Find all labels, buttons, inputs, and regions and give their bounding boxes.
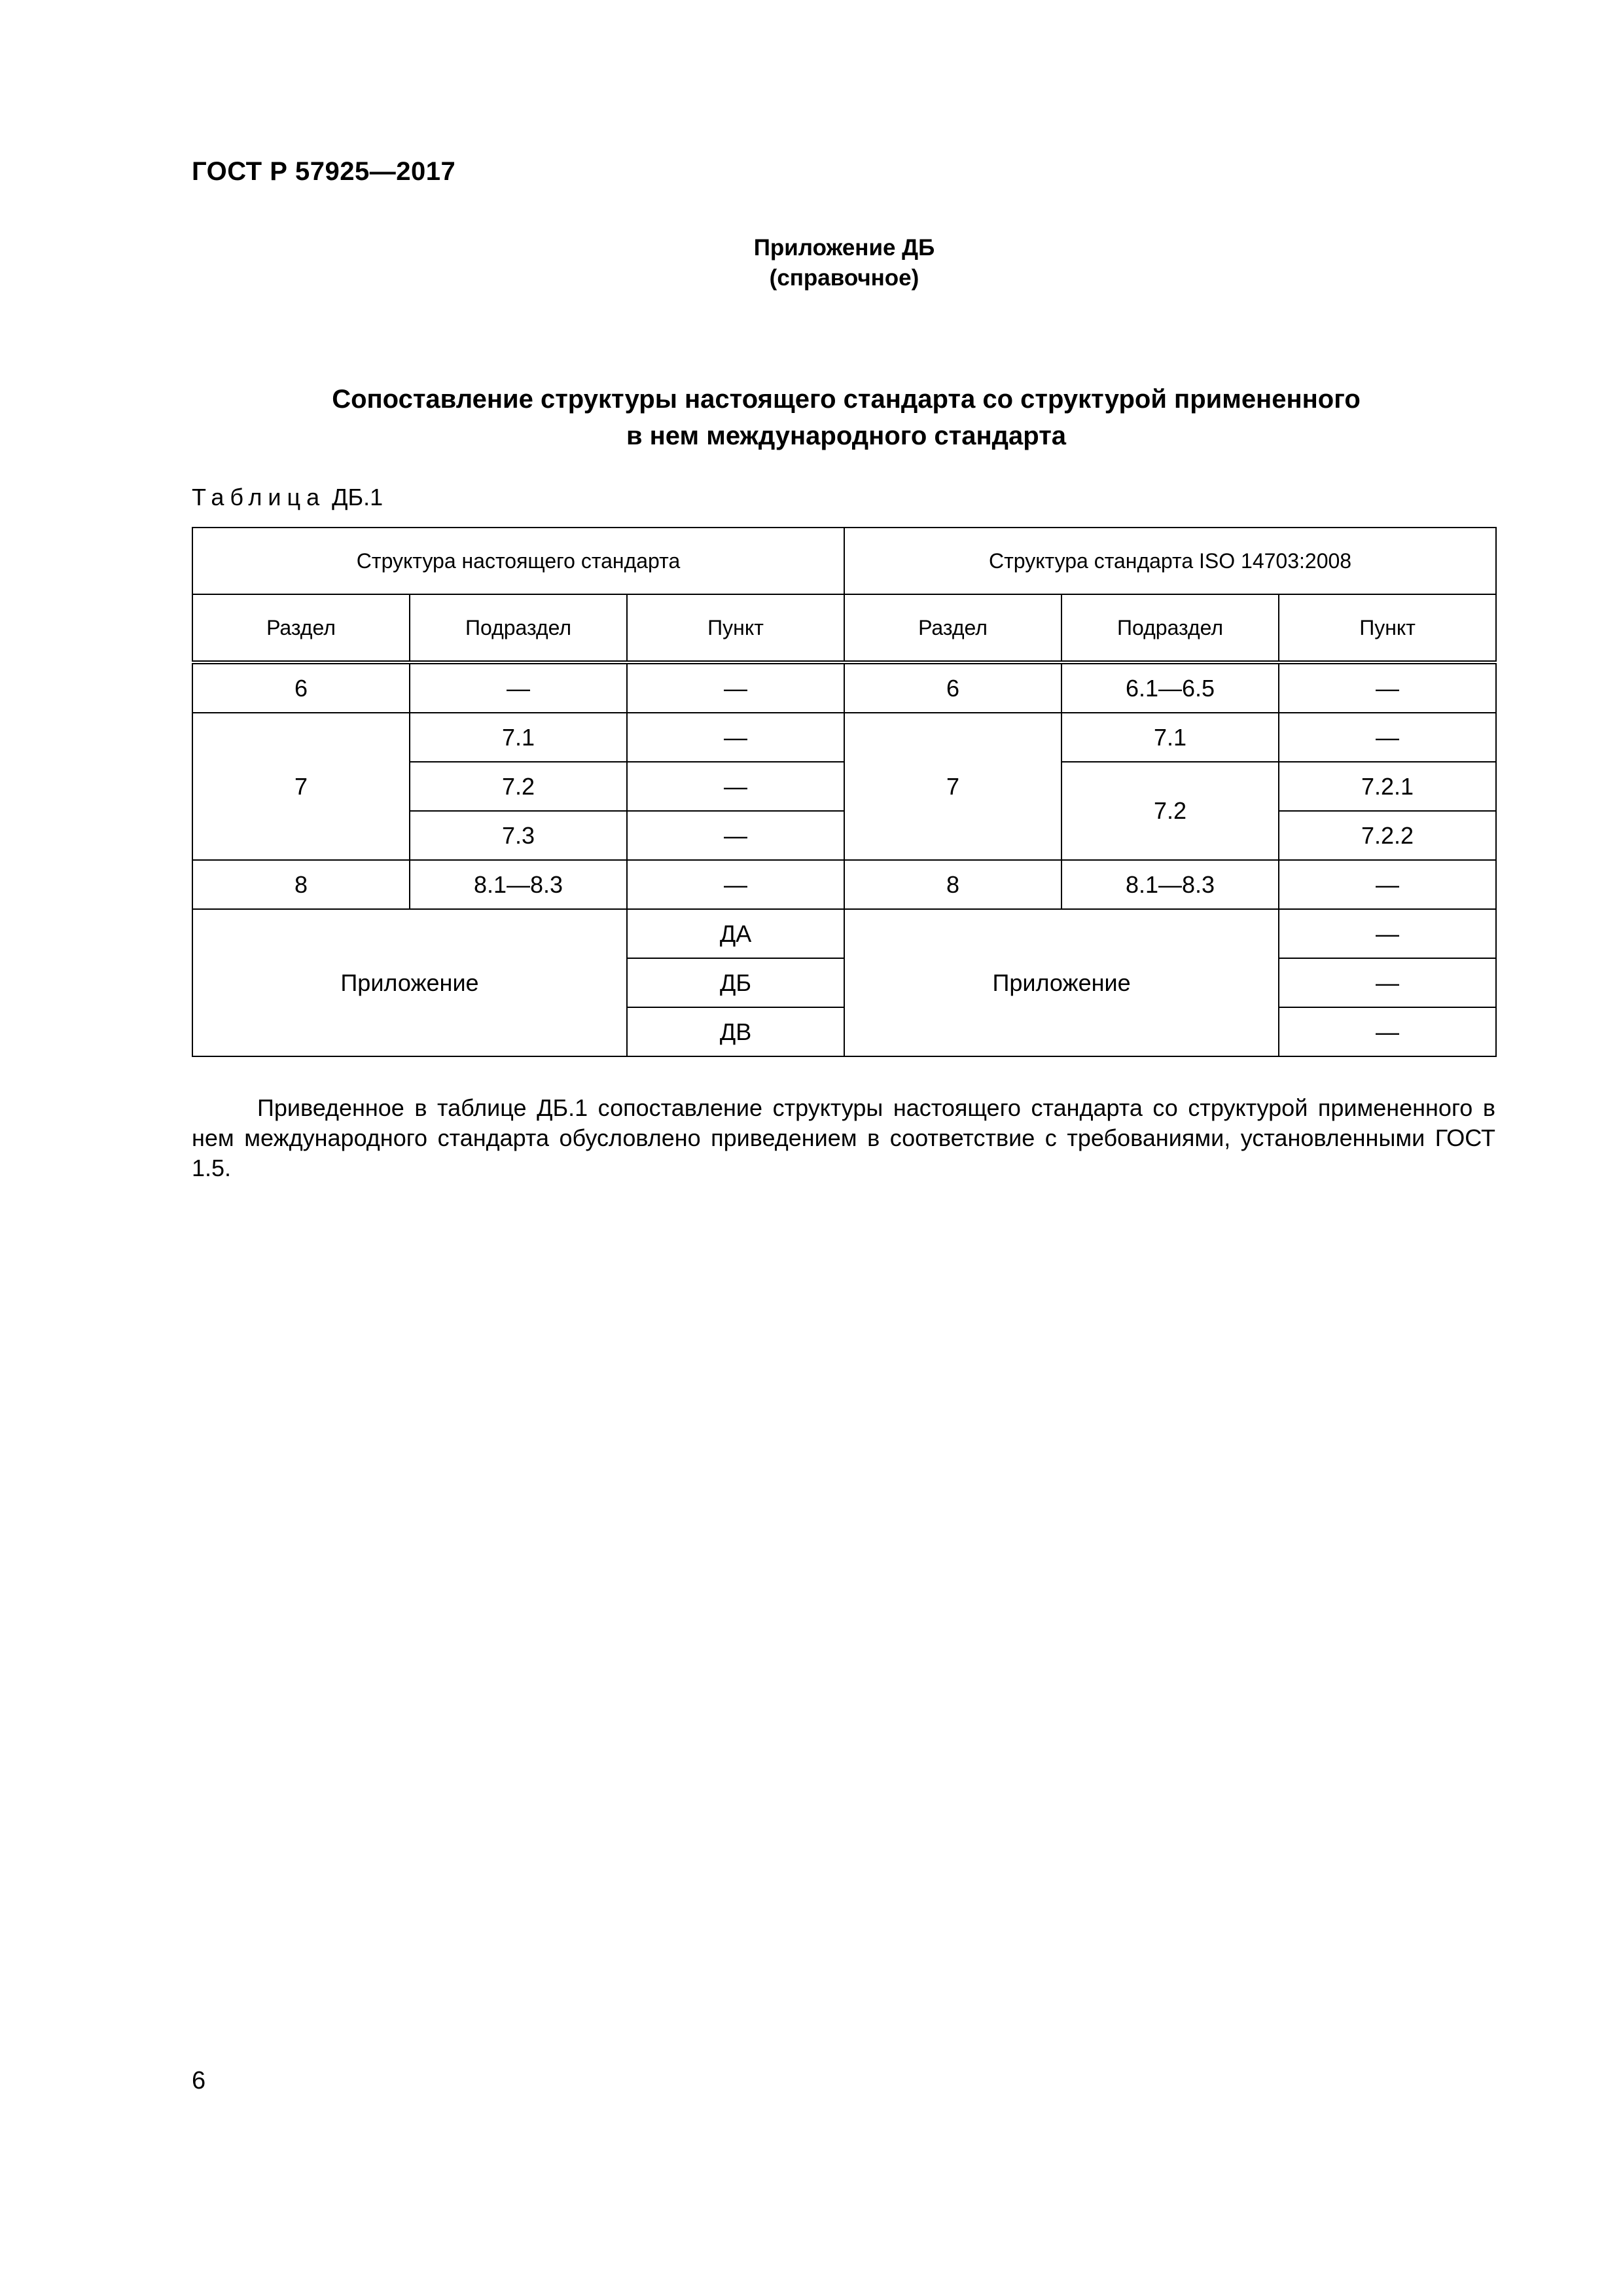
cell-iso-item: 7.2.1 [1279,762,1496,811]
cell-iso-item: — [1279,662,1496,713]
table-label [192,482,383,513]
table-header-row-columns [192,594,1496,662]
table-header-row-groups [192,528,1496,594]
cell-iso-subsection: 7.1 [1061,713,1279,762]
cell-iso-section: 7 [844,713,1061,860]
cell-subsection: 7.3 [410,811,627,860]
document-code: ГОСТ Р 57925—2017 [192,157,456,186]
table-row [192,713,1496,762]
group-header-iso-standard: Структура стандарта ISO 14703:2008 [844,528,1496,594]
cell-iso-item: — [1279,713,1496,762]
table-label-word: Таблица [192,484,326,511]
cell-iso-annex-label: Приложение [844,909,1279,1056]
cell-item: — [627,860,844,909]
appendix-kind: (справочное) [769,265,919,291]
table-label-number: ДБ.1 [332,484,383,511]
column-header-iso-subsection: Подраздел [1061,594,1279,662]
cell-section: 6 [192,662,410,713]
cell-item: — [627,713,844,762]
cell-iso-section: 6 [844,662,1061,713]
column-header-item: Пункт [627,594,844,662]
page-number: 6 [192,2067,206,2094]
group-header-this-standard: Структура настоящего стандарта [192,528,844,594]
cell-annex-item: ДБ [627,958,844,1007]
cell-item: — [627,811,844,860]
cell-item: — [627,762,844,811]
cell-subsection: — [410,662,627,713]
cell-iso-annex-item: — [1279,1007,1496,1056]
table-row [192,860,1496,909]
cell-iso-annex-item: — [1279,958,1496,1007]
cell-iso-item: — [1279,860,1496,909]
cell-subsection: 7.2 [410,762,627,811]
cell-annex-label: Приложение [192,909,627,1056]
cell-iso-item: 7.2.2 [1279,811,1496,860]
cell-annex-item: ДА [627,909,844,958]
cell-iso-subsection: 7.2 [1061,762,1279,860]
main-title-line-2: в нем международного стандарта [626,422,1067,450]
cell-subsection: 7.1 [410,713,627,762]
cell-iso-annex-item: — [1279,909,1496,958]
cell-section: 7 [192,713,410,860]
column-header-section: Раздел [192,594,410,662]
appendix-title: Приложение ДБ [753,235,935,260]
table-row [192,909,1496,958]
structure-comparison-table [192,527,1497,1057]
cell-iso-section: 8 [844,860,1061,909]
cell-iso-subsection: 6.1—6.5 [1061,662,1279,713]
cell-subsection: 8.1—8.3 [410,860,627,909]
cell-annex-item: ДВ [627,1007,844,1056]
cell-section: 8 [192,860,410,909]
main-title-line-1: Сопоставление структуры настоящего стандарта со структурой примененного [332,385,1361,414]
table-row [192,662,1496,713]
column-header-iso-item: Пункт [1279,594,1496,662]
explanatory-paragraph: Приведенное в таблице ДБ.1 сопоставление структуры настоящего стандарта со структурой примененного в нем международного стандарта обусловлено приведением в соответствие с требованиями, установленными ГОСТ 1.5. [192,1094,1495,1181]
cell-item: — [627,662,844,713]
cell-iso-subsection: 8.1—8.3 [1061,860,1279,909]
column-header-iso-section: Раздел [844,594,1061,662]
column-header-subsection: Подраздел [410,594,627,662]
